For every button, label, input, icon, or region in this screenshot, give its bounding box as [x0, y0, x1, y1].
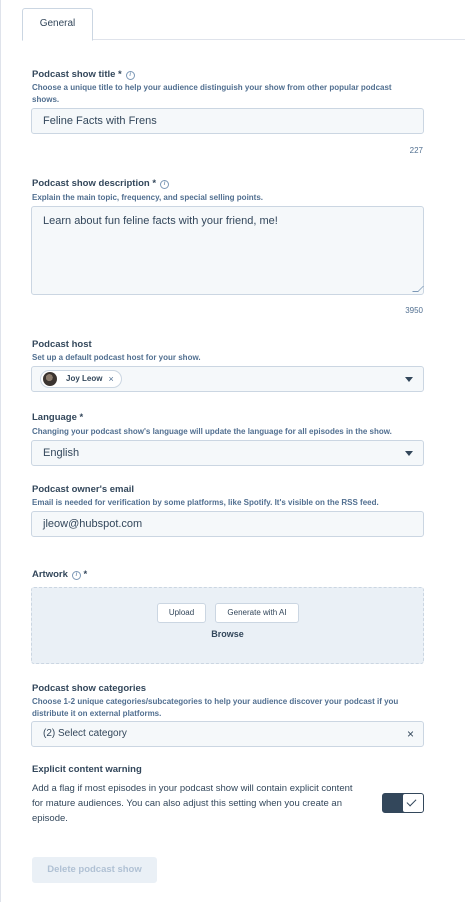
title-input[interactable]: Feline Facts with Frens [31, 108, 424, 134]
close-icon[interactable]: × [406, 727, 414, 741]
title-label-text: Podcast show title * [32, 69, 122, 80]
info-icon[interactable]: i [126, 71, 135, 80]
chevron-down-icon[interactable] [405, 377, 413, 382]
host-select[interactable] [31, 366, 424, 392]
upload-button[interactable]: Upload [157, 603, 206, 623]
host-chip-name: Joy Leow [66, 374, 103, 383]
artwork-required-mark: * [83, 569, 88, 580]
host-help: Set up a default podcast host for your show. [32, 353, 201, 362]
artwork-label [32, 569, 87, 580]
description-label-text: Podcast show description * [32, 178, 157, 189]
page-left-rule [0, 0, 1, 902]
host-label: Podcast host [32, 339, 92, 350]
delete-podcast-button[interactable]: Delete podcast show [32, 857, 157, 883]
generate-with-ai-button[interactable]: Generate with AI [215, 603, 299, 623]
info-icon[interactable]: i [160, 180, 169, 189]
browse-link[interactable]: Browse [211, 629, 244, 639]
chevron-down-icon[interactable] [405, 451, 413, 456]
tab-bar [22, 8, 465, 40]
avatar [43, 372, 57, 386]
title-char-counter: 227 [409, 146, 423, 155]
artwork-dropzone[interactable] [31, 587, 424, 664]
categories-help: Choose 1-2 unique categories/subcategories to help your audience discover your podcast if you distribute it on external platforms. [32, 697, 399, 718]
language-label: Language * [32, 412, 84, 423]
title-help: Choose a unique title to help your audience distinguish your show from other popular podcast shows. [32, 83, 392, 104]
explicit-description: Add a flag if most episodes in your podcast show will contain explicit content for mature audiences. You can also adjust this setting when you create an episode. [32, 783, 353, 825]
language-value: English [43, 447, 80, 459]
artwork-label-text: Artwork [32, 569, 68, 580]
categories-value: (2) Select category [43, 728, 127, 739]
toggle-knob [403, 794, 423, 812]
description-value: Learn about fun feline facts with your friend, me! [43, 215, 278, 227]
categories-select[interactable] [31, 721, 424, 747]
description-label [32, 178, 169, 189]
explicit-toggle[interactable] [382, 793, 424, 813]
title-label [32, 69, 135, 80]
language-help: Changing your podcast show's language will update the language for all episodes in the show. [32, 427, 392, 436]
email-help: Email is needed for verification by some platforms, like Spotify. It's visible on the RSS feed. [32, 498, 379, 507]
email-label: Podcast owner's email [32, 484, 135, 495]
check-icon [407, 797, 417, 807]
description-help: Explain the main topic, frequency, and special selling points. [32, 193, 264, 202]
description-char-counter: 3950 [405, 306, 423, 315]
tab-general[interactable]: General [22, 8, 93, 41]
language-select[interactable] [31, 440, 424, 466]
remove-host-icon[interactable]: × [108, 373, 114, 384]
categories-label: Podcast show categories [32, 683, 147, 694]
description-textarea[interactable] [31, 206, 424, 295]
info-icon[interactable]: i [72, 571, 81, 580]
explicit-label: Explicit content warning [32, 764, 142, 775]
resize-handle-icon[interactable] [412, 286, 424, 292]
host-chip [40, 370, 122, 388]
email-field[interactable]: jleow@hubspot.com [31, 511, 424, 537]
